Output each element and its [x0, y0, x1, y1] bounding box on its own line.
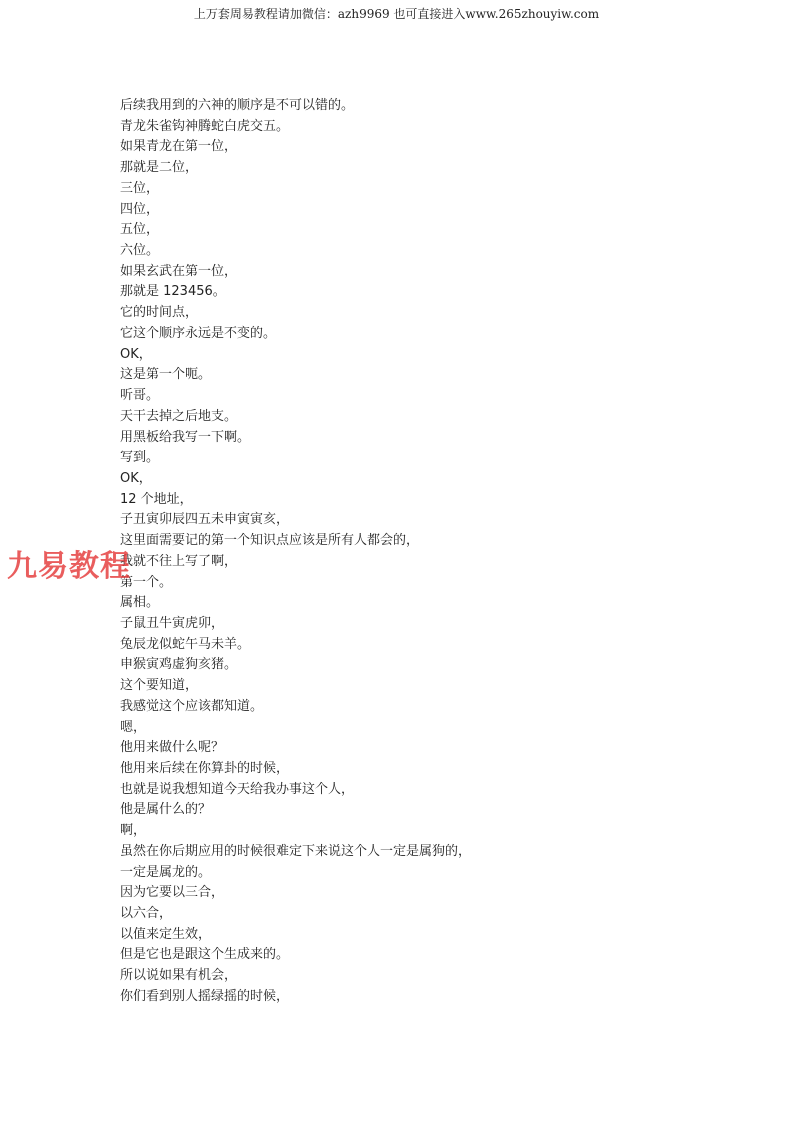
transcript-line: 写到。: [120, 450, 160, 466]
transcript-line: 它的时间点，: [120, 305, 199, 321]
transcript-line: 四位，: [120, 201, 160, 217]
watermark-logo: 九易教程: [7, 549, 131, 584]
transcript-body: [120, 96, 720, 1008]
transcript-line: 如果青龙在第一位，: [120, 139, 238, 155]
transcript-line: 12 个地址，: [120, 491, 193, 507]
transcript-line: 嗯，: [120, 719, 147, 735]
transcript-line: 听哥。: [120, 388, 160, 404]
transcript-line: 如果玄武在第一位，: [120, 263, 238, 279]
transcript-line: 五位，: [120, 222, 160, 238]
transcript-line: 所以说如果有机会，: [120, 968, 238, 984]
transcript-line: 子丑寅卯辰四五未申寅寅亥，: [120, 512, 290, 528]
transcript-line: 这是第一个呃。: [120, 367, 212, 383]
transcript-line: 三位，: [120, 180, 160, 196]
transcript-line: 后续我用到的六神的顺序是不可以错的。: [120, 98, 355, 113]
transcript-line: 以六合，: [120, 906, 173, 922]
transcript-line: 我感觉这个应该都知道。: [120, 698, 264, 714]
transcript-line: 这个要知道，: [120, 678, 199, 694]
transcript-line: 那就是 123456。: [120, 284, 226, 300]
transcript-line: 六位。: [120, 243, 160, 259]
transcript-line: 他用来做什么呢？: [120, 740, 225, 756]
transcript-line: OK，: [120, 470, 152, 486]
transcript-line: 第一个。: [120, 574, 173, 590]
transcript-line: 兔辰龙似蛇午马未羊。: [120, 636, 251, 652]
transcript-line: 也就是说我想知道今天给我办事这个人，: [120, 781, 355, 797]
transcript-line: 一定是属龙的。: [120, 864, 212, 880]
transcript-line: 它这个顺序永远是不变的。: [120, 325, 277, 341]
transcript-line: 用黑板给我写一下啊。: [120, 429, 251, 445]
transcript-line: 因为它要以三合，: [120, 885, 225, 901]
transcript-line: 虽然在你后期应用的时候很难定下来说这个人一定是属狗的，: [120, 843, 472, 859]
transcript-line: 青龙朱雀钩神腾蛇白虎交五。: [120, 118, 290, 134]
transcript-line: 他是属什么的？: [120, 802, 212, 818]
transcript-line: 他用来后续在你算卦的时候，: [120, 761, 290, 776]
page-header: 上万套周易教程请加微信：azh9969 也可直接进入www.265zhouyiw.com: [193, 7, 600, 21]
transcript-line: 啊，: [120, 823, 147, 839]
transcript-line: 申猴寅鸡虚狗亥猪。: [120, 657, 238, 673]
transcript-line: 以值来定生效，: [120, 926, 212, 942]
transcript-line: 天干去掉之后地支。: [120, 408, 238, 424]
transcript-line: 这里面需要记的第一个知识点应该是所有人都会的，: [120, 533, 420, 549]
transcript-line: 你们看到别人摇绿摇的时候，: [120, 988, 290, 1004]
transcript-line: 属相。: [120, 595, 160, 611]
transcript-line: 但是它也是跟这个生成来的。: [120, 947, 290, 963]
transcript-line: 那就是二位，: [120, 160, 199, 176]
transcript-line: 子鼠丑牛寅虎卯，: [120, 615, 225, 631]
transcript-line: OK，: [120, 346, 152, 362]
transcript-line: 我就不往上写了啊，: [120, 553, 238, 569]
